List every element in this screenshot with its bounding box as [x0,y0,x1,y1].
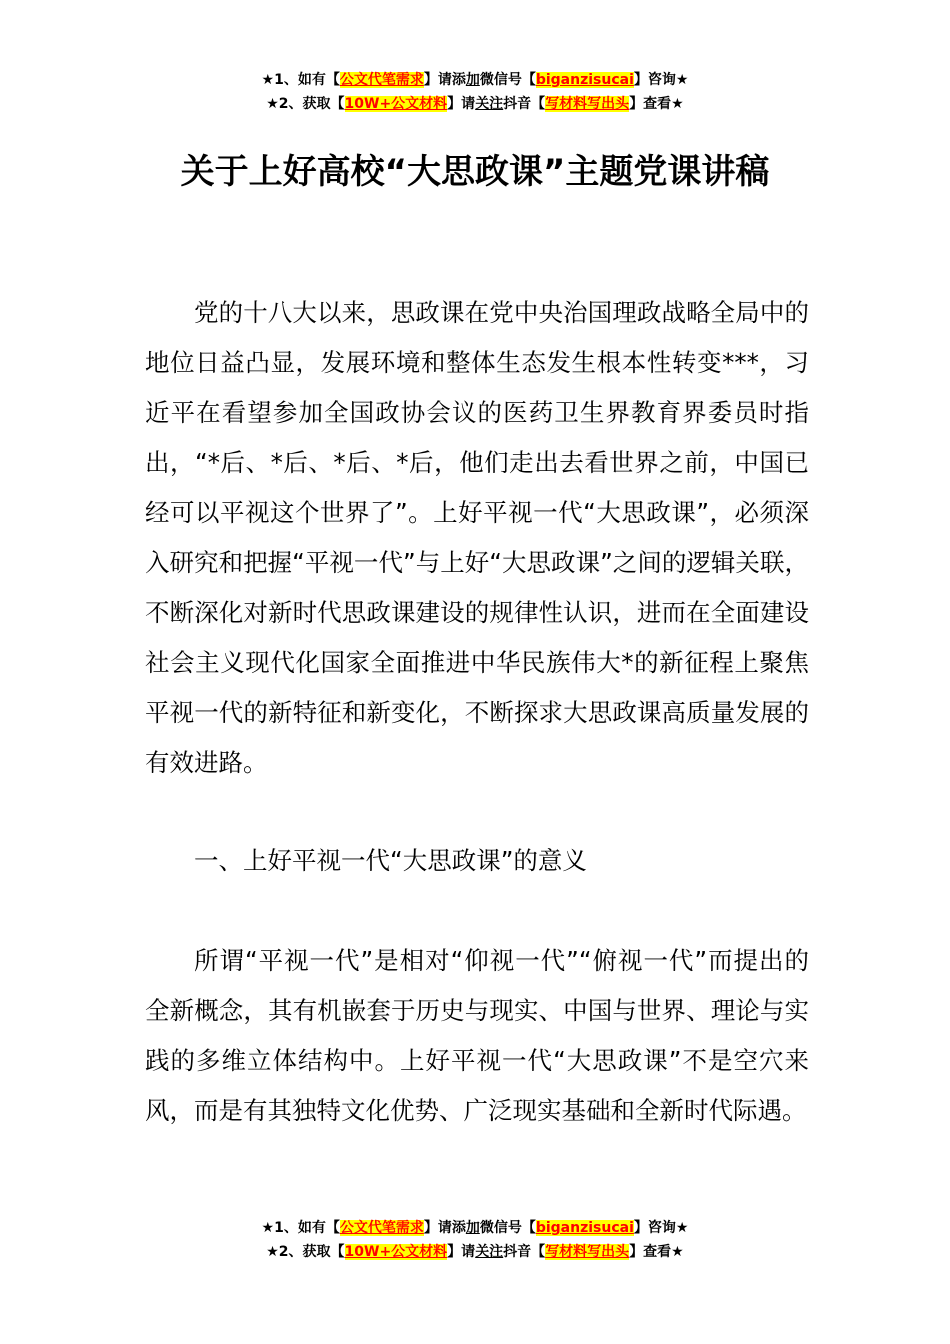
banner-text: 】查看★ [629,1244,684,1260]
highlight-douyin-account: 写材料写出头 [545,1244,630,1260]
banner-text: 微信号【 [479,72,536,88]
banner-text: 】查看★ [629,96,684,112]
banner-line-1 [0,68,950,92]
banner-text: 抖音【 [503,96,546,112]
paragraph-section-1 [145,936,809,1136]
banner-text: 】咨询★ [633,1220,689,1236]
banner-text: 】请 [447,1244,476,1260]
highlight-service: 公文代笔需求 [339,72,424,88]
banner-text: 抖音【 [503,1244,546,1260]
bottom-banner [0,1216,950,1264]
banner-text: 】请添 [423,72,466,88]
heading-text: 一、上好平视一代“大思政课”的意义 [194,846,587,875]
banner-line-1 [0,1216,950,1240]
section-heading-1 [145,836,809,886]
banner-text: 】咨询★ [633,72,689,88]
banner-text: 】请 [447,96,476,112]
top-banner [0,68,950,116]
banner-text: ★1、如有【 [261,1220,340,1236]
banner-text: 】请添 [423,1220,466,1236]
document-title: 关于上好高校“大思政课”主题党课讲稿 [180,152,770,192]
banner-line-2 [0,1240,950,1264]
banner-line-2 [0,92,950,116]
banner-text: 微信号【 [479,1220,536,1236]
underlined-text: 关注 [475,96,504,112]
paragraph-intro [145,288,809,788]
highlight-wechat-id: biganzisucai [535,1220,634,1236]
highlight-service: 公文代笔需求 [339,1220,424,1236]
highlight-materials: 10W+公文材料 [344,1244,448,1260]
underlined-text: 加 [465,1220,480,1236]
banner-text: ★2、获取【 [266,96,345,112]
highlight-materials: 10W+公文材料 [344,96,448,112]
highlight-wechat-id: biganzisucai [535,72,634,88]
underlined-text: 关注 [475,1244,504,1260]
banner-text: ★1、如有【 [261,72,340,88]
highlight-douyin-account: 写材料写出头 [545,96,630,112]
paragraph-text: 所谓“平视一代”是相对“仰视一代”“俯视一代”而提出的全新概念，其有机嵌套于历史与现实、中国与世界、理论与实践的多维立体结构中。上好平视一代“大思政课”不是空穴来风，而是有其独特文化优势、广泛现实基础和全新时代际遇。 [145,946,809,1125]
banner-text: ★2、获取【 [266,1244,345,1260]
paragraph-text: 党的十八大以来，思政课在党中央治国理政战略全局中的地位日益凸显，发展环境和整体生态发生根本性转变***，习近平在看望参加全国政协会议的医药卫生界教育界委员时指出，“*后、*后、*后、*后，他们走出去看世界之前，中国已经可以平视这个世界了”。上好平视一代“大思政课”，必须深入研究和把握“平视一代”与上好“大思政课”之间的逻辑关联，不断深化对新时代思政课建设的规律性认识，进而在全面建设社会主义现代化国家全面推进中华民族伟大*的新征程上聚焦平视一代的新特征和新变化，不断探求大思政课高质量发展的有效进路。 [145,298,809,777]
underlined-text: 加 [465,72,480,88]
